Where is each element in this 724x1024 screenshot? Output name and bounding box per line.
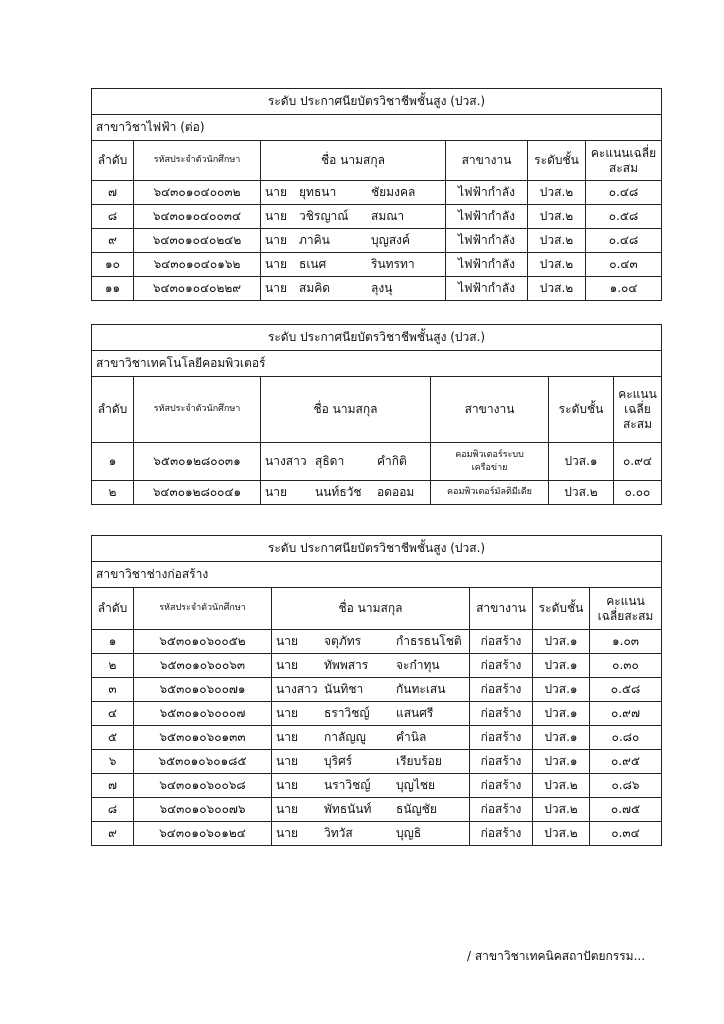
student-grade: ปวส.๒: [528, 229, 586, 253]
student-id: ๖๕๓๐๑๐๖๐๐๗๑: [134, 678, 272, 702]
name-title: นาย: [265, 233, 287, 247]
student-name: [261, 277, 446, 301]
student-id: ๖๕๓๐๑๐๖๐๐๐๗: [134, 702, 272, 726]
student-major: ก่อสร้าง: [470, 750, 533, 774]
student-grade: ปวส.๒: [528, 205, 586, 229]
student-grade: ปวส.๒: [533, 798, 590, 822]
student-major: ก่อสร้าง: [470, 654, 533, 678]
row-number: ๑: [92, 630, 134, 654]
row-number: ๑๑: [92, 277, 134, 301]
branch-title: สาขาวิชาเทคโนโลยีคอมพิวเตอร์: [92, 351, 662, 377]
name-first: สุธิดา: [315, 454, 345, 468]
student-name: [261, 229, 446, 253]
header-no: ลำดับ: [92, 141, 134, 181]
name-first: กาลัญญู: [324, 730, 366, 744]
student-id: ๖๔๓๐๑๐๖๐๐๗๖: [134, 798, 272, 822]
row-number: ๒: [92, 654, 134, 678]
student-id: ๖๕๓๐๑๐๖๐๑๘๕: [134, 750, 272, 774]
header-student-id: รหัสประจำตัวนักศึกษา: [134, 588, 272, 630]
student-major: ไฟฟ้ากำลัง: [446, 277, 528, 301]
header-major: สาขางาน: [431, 377, 549, 443]
level-title: ระดับ ประกาศนียบัตรวิชาชีพชั้นสูง (ปวส.): [92, 536, 662, 562]
name-last: กันทะเสน: [396, 682, 446, 696]
student-gpa: ๐.๔๘: [586, 229, 662, 253]
major-line-1: คอมพิวเตอร์มัลติมีเดีย: [447, 487, 532, 498]
student-gpa: ๐.๘๐: [590, 726, 662, 750]
name-last: ชัยมงคล: [371, 185, 416, 199]
continuation-note: / สาขาวิชาเทคนิคสถาปัตยกรรม...: [467, 949, 646, 963]
student-major: ก่อสร้าง: [470, 822, 533, 846]
student-major: ไฟฟ้ากำลัง: [446, 229, 528, 253]
table-row: [92, 443, 662, 481]
row-number: ๑: [92, 443, 134, 481]
name-last: บุญสงค์: [371, 233, 411, 247]
name-last: จะก๋าทุน: [396, 658, 440, 672]
header-name: ชื่อ นามสกุล: [261, 377, 431, 443]
header-major: สาขางาน: [470, 588, 533, 630]
student-gpa: ๐.๘๖: [590, 774, 662, 798]
name-last: แสนศรี: [396, 706, 434, 720]
student-id: ๖๔๓๐๑๐๖๐๐๖๘: [134, 774, 272, 798]
table-computer: [91, 324, 662, 505]
table-row: [92, 277, 662, 301]
header-no: ลำดับ: [92, 377, 134, 443]
student-id: ๖๔๓๐๑๐๖๐๑๒๔: [134, 822, 272, 846]
table-row: [92, 181, 662, 205]
student-name: [261, 253, 446, 277]
student-name: [272, 654, 470, 678]
table-row: [92, 702, 662, 726]
name-last: คำกิติ: [377, 454, 407, 468]
student-major: ไฟฟ้ากำลัง: [446, 205, 528, 229]
student-name: [272, 630, 470, 654]
table-row: [92, 654, 662, 678]
table-row: [92, 229, 662, 253]
name-title: นาย: [276, 706, 298, 720]
student-name: [261, 205, 446, 229]
name-title: นาย: [276, 826, 298, 840]
table-row: [92, 678, 662, 702]
student-id: ๖๔๓๐๑๐๔๐๒๔๒: [134, 229, 261, 253]
student-id: ๖๕๓๐๑๐๖๐๐๖๓: [134, 654, 272, 678]
level-title: ระดับ ประกาศนียบัตรวิชาชีพชั้นสูง (ปวส.): [92, 325, 662, 351]
student-name: [261, 443, 431, 481]
name-last: กำธรธนโชติ: [396, 634, 462, 648]
student-grade: ปวส.๒: [533, 774, 590, 798]
name-title: นางสาว: [276, 682, 318, 696]
student-gpa: ๐.๕๘: [590, 678, 662, 702]
table-construction: [91, 535, 662, 846]
name-title: นาย: [265, 209, 287, 223]
name-first: นนท์ธวัช: [315, 485, 362, 499]
student-name: [272, 726, 470, 750]
student-grade: ปวส.๒: [528, 253, 586, 277]
table-row: [92, 253, 662, 277]
name-first: วิทวัส: [324, 826, 353, 840]
student-major: ก่อสร้าง: [470, 774, 533, 798]
name-first: ทัพพสาร: [324, 658, 369, 672]
name-title: นาย: [265, 485, 287, 499]
header-no: ลำดับ: [92, 588, 134, 630]
header-name: ชื่อ นามสกุล: [261, 141, 446, 181]
student-gpa: ๐.๗๕: [590, 798, 662, 822]
name-title: นาย: [276, 802, 298, 816]
table-row: [92, 205, 662, 229]
student-id: ๖๔๓๐๑๒๘๐๐๔๑: [134, 481, 261, 505]
table-row: [92, 798, 662, 822]
name-first: ธเนศ: [299, 257, 327, 271]
table-row: [92, 726, 662, 750]
header-gpa: คะแนนเฉลี่ย สะสม: [586, 141, 662, 181]
name-last: เรียบร้อย: [396, 754, 442, 768]
student-name: [272, 774, 470, 798]
student-grade: ปวส.๑: [533, 678, 590, 702]
student-grade: ปวส.๑: [533, 654, 590, 678]
row-number: ๘: [92, 205, 134, 229]
name-first: พัทธนันท์: [324, 802, 372, 816]
name-last: บุญไชย: [396, 778, 436, 792]
table-electrical: [91, 88, 662, 301]
header-grade: ระดับชั้น: [549, 377, 614, 443]
row-number: ๓: [92, 678, 134, 702]
name-last: บุญธิ: [396, 826, 422, 840]
row-number: ๑๐: [92, 253, 134, 277]
student-gpa: ๐.๔๓: [586, 253, 662, 277]
name-title: นาย: [276, 658, 298, 672]
student-major: ก่อสร้าง: [470, 630, 533, 654]
row-number: ๘: [92, 798, 134, 822]
student-major: ไฟฟ้ากำลัง: [446, 253, 528, 277]
table-row: [92, 630, 662, 654]
student-gpa: ๐.๙๗: [590, 702, 662, 726]
student-gpa: ๑.๐๓: [590, 630, 662, 654]
student-major: ก่อสร้าง: [470, 798, 533, 822]
name-last: คำนิล: [396, 730, 427, 744]
student-major: ก่อสร้าง: [470, 678, 533, 702]
name-last: สมณา: [371, 209, 405, 223]
student-name: [272, 798, 470, 822]
student-id: ๖๔๓๐๑๐๔๐๑๖๒: [134, 253, 261, 277]
name-last: รินทรทา: [371, 257, 415, 271]
branch-title: สาขาวิชาไฟฟ้า (ต่อ): [92, 115, 662, 141]
row-number: ๔: [92, 702, 134, 726]
name-title: นาย: [265, 185, 287, 199]
name-title: นาย: [265, 257, 287, 271]
name-last: ลุงนุ: [371, 281, 393, 295]
student-grade: ปวส.๒: [533, 822, 590, 846]
header-gpa: คะแนน เฉลี่ย สะสม: [614, 377, 662, 443]
student-name: [261, 181, 446, 205]
header-name: ชื่อ นามสกุล: [272, 588, 470, 630]
table-row: [92, 750, 662, 774]
student-id: ๖๔๓๐๑๐๔๐๐๓๔: [134, 205, 261, 229]
name-title: นาย: [265, 281, 287, 295]
name-first: นราวิชญ์: [324, 778, 371, 792]
student-id: ๖๔๓๐๑๐๔๐๐๓๒: [134, 181, 261, 205]
table-row: [92, 822, 662, 846]
student-grade: ปวส.๑: [533, 726, 590, 750]
student-grade: ปวส.๑: [533, 630, 590, 654]
student-grade: ปวส.๑: [533, 702, 590, 726]
name-first: สมคิด: [299, 281, 331, 295]
name-title: นาย: [276, 778, 298, 792]
student-grade: ปวส.๒: [528, 181, 586, 205]
student-gpa: ๐.๙๕: [590, 750, 662, 774]
level-title: ระดับ ประกาศนียบัตรวิชาชีพชั้นสูง (ปวส.): [92, 89, 662, 115]
student-gpa: ๐.๓๐: [590, 654, 662, 678]
student-id: ๖๕๓๐๑๐๖๐๐๕๒: [134, 630, 272, 654]
row-number: ๗: [92, 774, 134, 798]
name-title: นางสาว: [265, 454, 307, 468]
major-line-1: คอมพิวเตอร์ระบบ: [455, 450, 524, 461]
student-name: [272, 678, 470, 702]
student-name: [261, 481, 431, 505]
row-number: ๙: [92, 229, 134, 253]
student-id: ๖๕๓๐๑๒๘๐๐๓๑: [134, 443, 261, 481]
name-first: ยุทธนา: [299, 185, 337, 199]
student-major: ไฟฟ้ากำลัง: [446, 181, 528, 205]
student-gpa: ๐.๔๘: [586, 181, 662, 205]
student-grade: ปวส.๒: [528, 277, 586, 301]
name-last: อดออม: [377, 485, 415, 499]
student-grade: ปวส.๒: [549, 481, 614, 505]
row-number: ๒: [92, 481, 134, 505]
name-title: นาย: [276, 634, 298, 648]
name-first: บุริศร์: [324, 754, 353, 768]
name-first: ธราวิชญ์: [324, 706, 370, 720]
student-major: ก่อสร้าง: [470, 702, 533, 726]
student-gpa: ๐.๐๐: [614, 481, 662, 505]
student-grade: ปวส.๑: [549, 443, 614, 481]
student-id: ๖๔๓๐๑๐๔๐๒๒๙: [134, 277, 261, 301]
name-first: นันทิชา: [324, 682, 364, 696]
name-first: วชิรญาณ์: [299, 209, 349, 223]
header-major: สาขางาน: [446, 141, 528, 181]
student-gpa: ๐.๕๘: [586, 205, 662, 229]
name-title: นาย: [276, 754, 298, 768]
student-name: [272, 750, 470, 774]
student-name: [272, 822, 470, 846]
header-student-id: รหัสประจำตัวนักศึกษา: [134, 141, 261, 181]
header-grade: ระดับชั้น: [528, 141, 586, 181]
student-name: [272, 702, 470, 726]
student-major: [431, 481, 549, 505]
row-number: ๕: [92, 726, 134, 750]
table-row: [92, 774, 662, 798]
student-grade: ปวส.๑: [533, 750, 590, 774]
student-gpa: ๐.๓๔: [590, 822, 662, 846]
row-number: ๖: [92, 750, 134, 774]
header-student-id: รหัสประจำตัวนักศึกษา: [134, 377, 261, 443]
row-number: ๙: [92, 822, 134, 846]
major-line-2: เครือข่าย: [471, 462, 508, 473]
student-major: ก่อสร้าง: [470, 726, 533, 750]
student-major: [431, 443, 549, 481]
student-gpa: ๐.๙๔: [614, 443, 662, 481]
name-first: ภาคิน: [299, 233, 330, 247]
header-gpa: คะแนน เฉลี่ยสะสม: [590, 588, 662, 630]
name-last: ธนัญชัย: [396, 802, 437, 816]
table-row: [92, 481, 662, 505]
branch-title: สาขาวิชาช่างก่อสร้าง: [92, 562, 662, 588]
student-gpa: ๑.๐๔: [586, 277, 662, 301]
name-title: นาย: [276, 730, 298, 744]
name-first: จตุภัทร: [324, 634, 362, 648]
student-id: ๖๕๓๐๑๐๖๐๑๓๓: [134, 726, 272, 750]
header-grade: ระดับชั้น: [533, 588, 590, 630]
row-number: ๗: [92, 181, 134, 205]
